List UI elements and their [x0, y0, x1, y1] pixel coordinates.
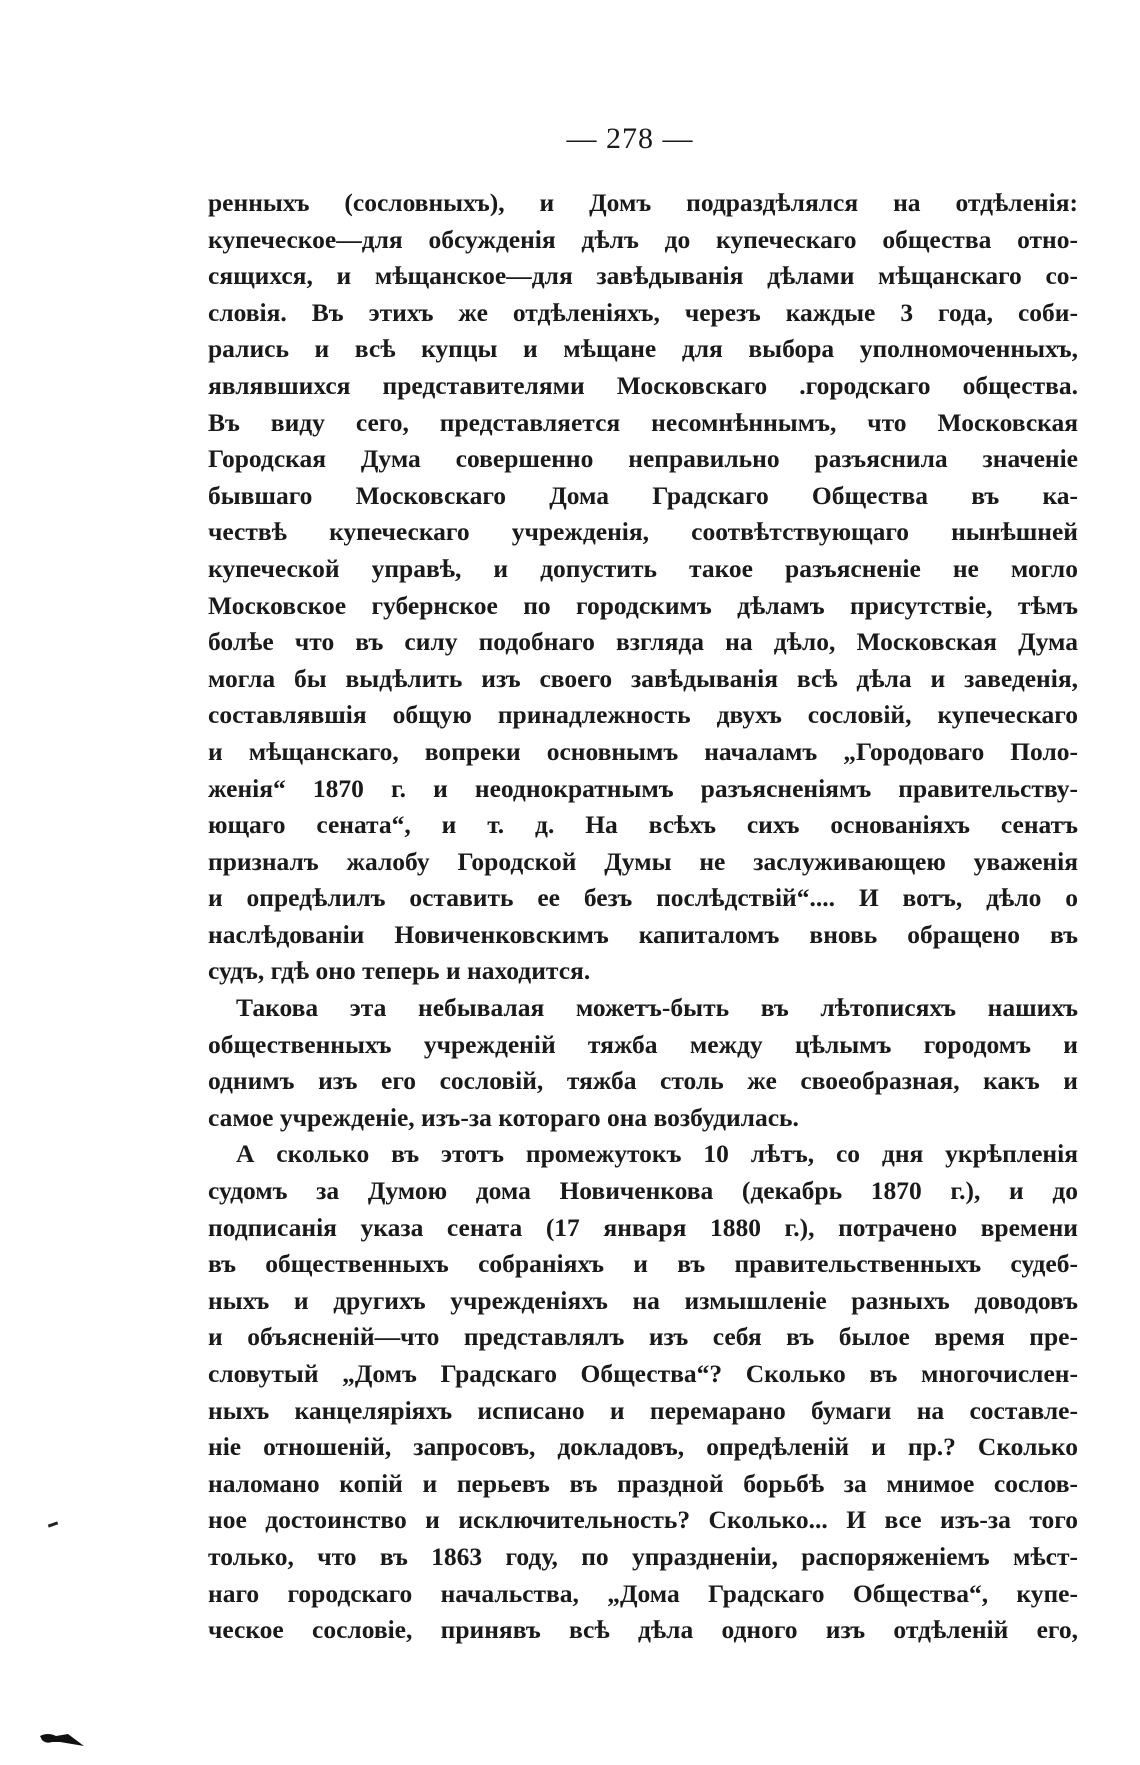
- text-line: Городская Дума совершенно неправильно разъяснила значеніе: [208, 444, 1078, 474]
- text-line: однимъ изъ его сословій, тяжба столь же своеобразная, какъ и: [208, 1066, 1078, 1096]
- text-line: и объясненій—что представлялъ изъ себя въ былое время пре-: [208, 1322, 1078, 1352]
- text-line: Московское губернское по городскимъ дѣламъ присутствіе, тѣмъ: [208, 590, 1078, 620]
- margin-mark: [48, 1521, 58, 1527]
- text-line: самое учрежденіе, изъ-за котораго она возбудилась.: [208, 1102, 799, 1132]
- text-line: ческое сословіе, принявъ всѣ дѣла одного изъ отдѣленій его,: [208, 1615, 1078, 1645]
- text-line: ныхъ канцеляріяхъ исписано и перемарано бумаги на составле-: [208, 1395, 1078, 1425]
- text-line: ренныхъ (сословныхъ), и Домъ подраздѣлялся на отдѣленія:: [208, 188, 1078, 217]
- text-line: судъ, гдѣ оно теперь и находится.: [208, 956, 591, 986]
- text-line: общественныхъ учрежденій тяжба между цѣлымъ городомъ и: [208, 1029, 1078, 1059]
- text-line: бывшаго Московскаго Дома Градскаго Общества въ ка-: [208, 480, 1078, 510]
- page-number: — 278 —: [566, 122, 694, 155]
- text-line: призналъ жалобу Городской Думы не заслуживающею уваженія: [208, 846, 1078, 876]
- text-line: только, что въ 1863 году, по упраздненіи, распоряженіемъ мѣст-: [208, 1541, 1078, 1571]
- text-line: ное достоинство и исключительность? Сколько... И все изъ-за того: [208, 1505, 1078, 1535]
- text-line: купеческое—для обсужденія дѣлъ до купеческаго общества отно-: [208, 224, 1078, 254]
- text-line: купеческой управѣ, и допустить такое разъясненіе не могло: [208, 553, 1078, 583]
- text-line: наломано копій и перьевъ въ праздной борьбѣ за мнимое сослов-: [208, 1468, 1078, 1498]
- text-line: словутый „Домъ Градскаго Общества“? Сколько въ многочислен-: [208, 1359, 1078, 1388]
- text-line: Такова эта небывалая можетъ-быть въ лѣтописяхъ нашихъ: [236, 993, 1078, 1023]
- text-line: могла бы выдѣлить изъ своего завѣдыванія всѣ дѣла и заведенія,: [208, 663, 1078, 693]
- text-line: являвшихся представителями Московскаго .городскаго общества.: [208, 370, 1078, 400]
- text-line: судомъ за Думою дома Новиченкова (декабрь 1870 г.), и до: [208, 1176, 1078, 1206]
- text-line: словія. Въ этихъ же отдѣленіяхъ, черезъ каждые 3 года, соби-: [208, 297, 1078, 327]
- text-line: чествѣ купеческаго учрежденія, соотвѣтствующаго нынѣшней: [208, 517, 1078, 547]
- text-line: сящихся, и мѣщанское—для завѣдыванія дѣлами мѣщанскаго со-: [208, 261, 1078, 291]
- text-line: рались и всѣ купцы и мѣщане для выбора уполномоченныхъ,: [208, 334, 1078, 364]
- text-line: Въ виду сего, представляется несомнѣннымъ, что Московская: [208, 407, 1078, 437]
- text-line: болѣе что въ силу подобнаго взгляда на дѣло, Московская Дума: [208, 627, 1078, 657]
- text-line: подписанія указа сената (17 января 1880 г.), потрачено времени: [208, 1212, 1078, 1242]
- text-line: и мѣщанскаго, вопреки основнымъ началамъ „Городоваго Поло-: [208, 736, 1078, 766]
- body-text: [208, 185, 1078, 1649]
- text-line: наслѣдованіи Новиченковскимъ капиталомъ вновь обращено въ: [208, 919, 1078, 949]
- text-line: женія“ 1870 г. и неоднократнымъ разъясненіямъ правительству-: [208, 773, 1078, 803]
- text-line: А сколько въ этотъ промежутокъ 10 лѣтъ, со дня укрѣпленія: [236, 1139, 1078, 1169]
- text-line: ніе отношеній, запросовъ, докладовъ, опредѣленій и пр.? Сколько: [208, 1432, 1078, 1462]
- text-line: ныхъ и другихъ учрежденіяхъ на измышленіе разныхъ доводовъ: [208, 1285, 1078, 1315]
- text-line: составлявшія общую принадлежность двухъ сословій, купеческаго: [208, 700, 1078, 730]
- text-line: ющаго сената“, и т. д. На всѣхъ сихъ основаніяхъ сенатъ: [208, 810, 1078, 840]
- arrow-mark-icon: [38, 1730, 88, 1750]
- text-line: въ общественныхъ собраніяхъ и въ правительственныхъ судеб-: [208, 1249, 1078, 1279]
- text-line: наго городскаго начальства, „Дома Градскаго Общества“, купе-: [208, 1578, 1078, 1608]
- text-line: и опредѣлилъ оставить ее безъ послѣдствій“.... И вотъ, дѣло о: [208, 883, 1078, 913]
